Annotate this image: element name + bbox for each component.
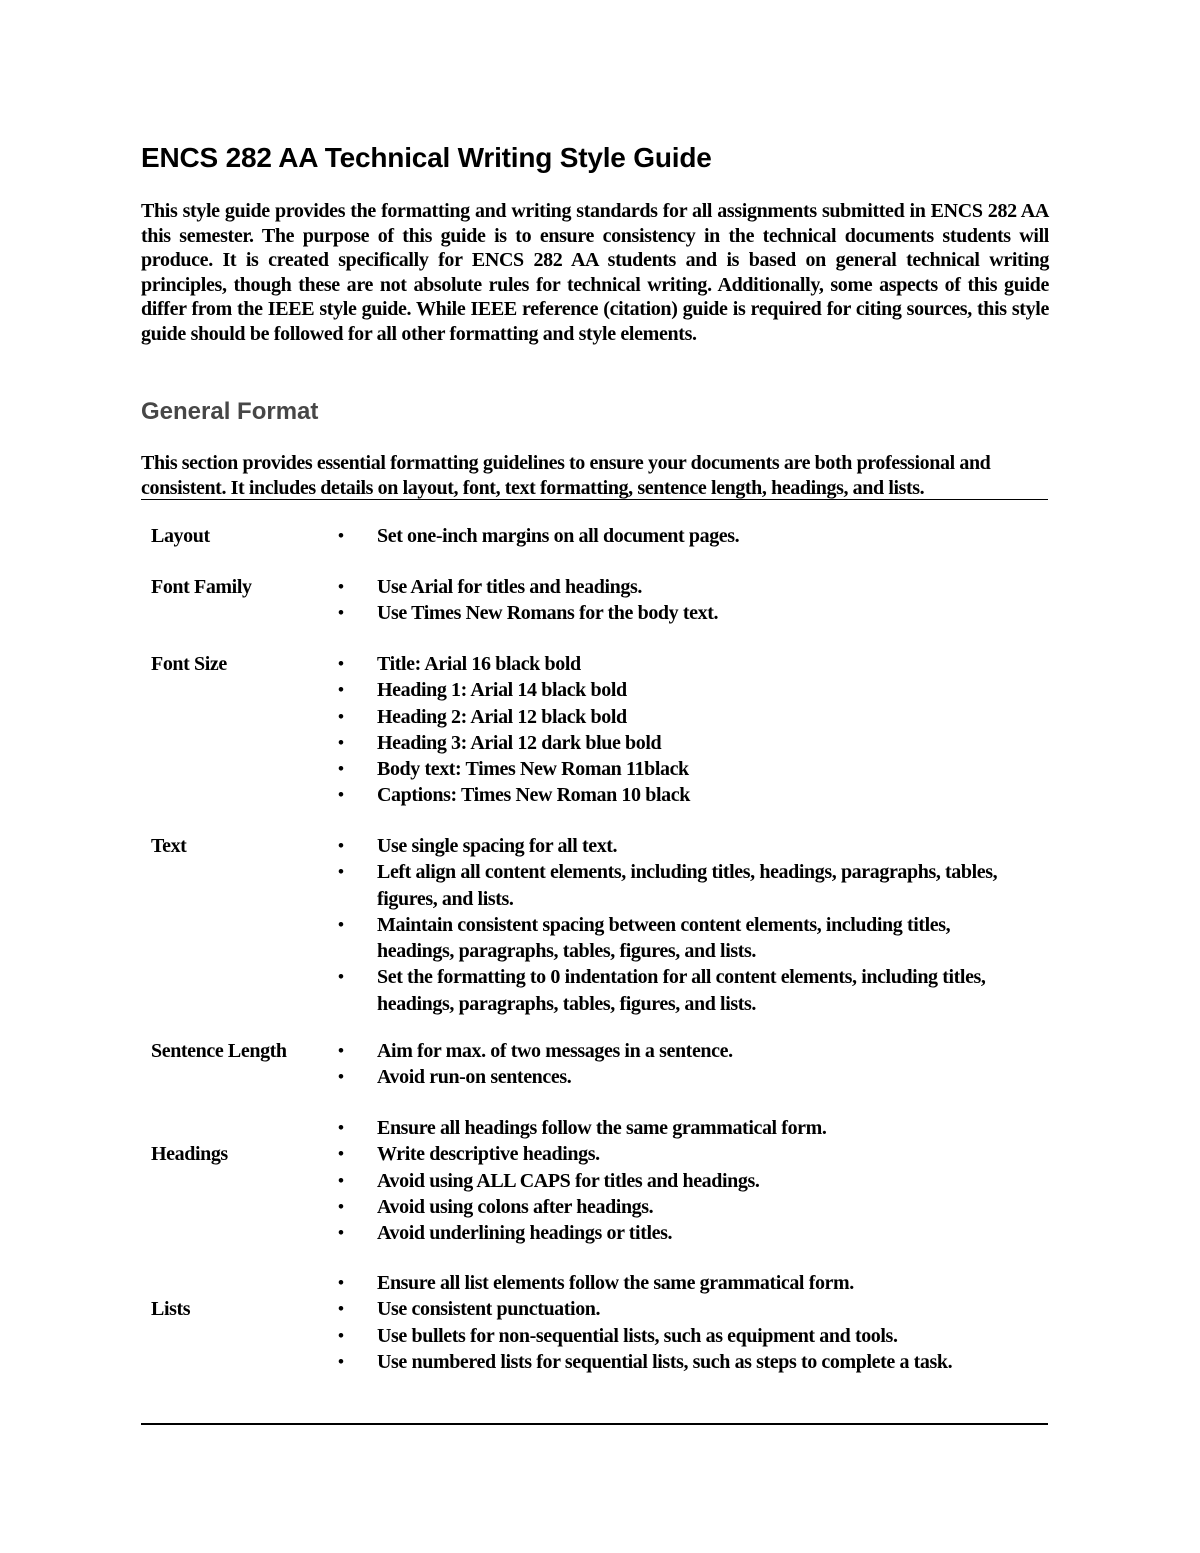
document-title: ENCS 282 AA Technical Writing Style Guide <box>141 142 712 173</box>
list-item-text: Set the formatting to 0 indentation for all content elements, including titles, headings, paragraphs, tables, figures, and lists. <box>377 966 986 1015</box>
bullet-icon: • <box>338 680 344 700</box>
row-bullet-list <box>338 574 1028 627</box>
list-item-text: Avoid run-on sentences. <box>377 1066 572 1089</box>
list-item-text: Left align all content elements, including titles, headings, paragraphs, tables, figures, and lists. <box>377 861 998 910</box>
list-item <box>338 964 1028 1017</box>
row-label: Font Family <box>151 576 252 598</box>
list-item <box>338 1168 1028 1194</box>
row-bullet-list <box>338 833 1028 1017</box>
list-item <box>338 600 1028 626</box>
bullet-icon: • <box>338 706 344 726</box>
list-item-text: Avoid underlining headings or titles. <box>377 1222 673 1245</box>
list-item <box>338 1064 1028 1090</box>
list-item-text: Use Arial for titles and headings. <box>377 576 642 598</box>
list-item-text: Use single spacing for all text. <box>377 835 618 857</box>
list-item <box>338 730 1028 756</box>
bullet-icon: • <box>338 732 344 752</box>
row-label: Lists <box>151 1298 191 1321</box>
bullet-icon: • <box>338 1170 344 1190</box>
list-item-text: Write descriptive headings. <box>377 1143 600 1166</box>
list-item-text: Heading 3: Arial 12 dark blue bold <box>377 731 662 754</box>
section-intro-paragraph: This section provides essential formatting guidelines to ensure your documents are both professional and consistent. It includes details on layout, font, text formatting, sentence length, headings, and lists. <box>141 452 991 499</box>
list-item-text: Title: Arial 16 black bold <box>377 653 581 675</box>
list-item-text: Use consistent punctuation. <box>377 1298 601 1321</box>
list-item <box>338 912 1028 965</box>
list-item <box>338 651 1028 677</box>
bullet-icon: • <box>338 1223 344 1243</box>
list-item-text: Avoid using colons after headings. <box>377 1195 654 1218</box>
bullet-icon: • <box>338 759 344 779</box>
bullet-icon: • <box>338 577 344 596</box>
list-item-text: Aim for max. of two messages in a sentence. <box>377 1040 733 1062</box>
list-item <box>338 782 1028 808</box>
list-item-text: Ensure all list elements follow the same grammatical form. <box>377 1272 854 1294</box>
row-label: Sentence Length <box>151 1040 287 1062</box>
bullet-icon: • <box>338 654 344 673</box>
bullet-icon: • <box>338 862 344 882</box>
bullet-icon: • <box>338 526 344 545</box>
list-item <box>338 1115 1028 1141</box>
bullet-icon: • <box>338 1299 344 1319</box>
list-item <box>338 833 1028 859</box>
bullet-icon: • <box>338 1067 344 1087</box>
list-item-text: Captions: Times New Roman 10 black <box>377 784 690 807</box>
bullet-icon: • <box>338 1351 344 1371</box>
list-item <box>338 523 1028 549</box>
list-item-text: Use bullets for non-sequential lists, such as equipment and tools. <box>377 1324 898 1347</box>
list-item-text: Use numbered lists for sequential lists, such as steps to complete a task. <box>377 1350 953 1373</box>
row-bullet-list <box>338 1115 1028 1246</box>
list-item <box>338 1141 1028 1167</box>
divider-top <box>141 499 1048 500</box>
bullet-icon: • <box>338 1118 344 1137</box>
bullet-icon: • <box>338 1041 344 1060</box>
bullet-icon: • <box>338 1273 344 1292</box>
list-item <box>338 1194 1028 1220</box>
list-item-text: Maintain consistent spacing between content elements, including titles, headings, paragraphs, tables, figures, and lists. <box>377 913 951 963</box>
list-item-text: Use Times New Romans for the body text. <box>377 602 719 625</box>
list-item <box>338 677 1028 703</box>
row-label: Layout <box>151 525 210 547</box>
list-item <box>338 859 1028 912</box>
list-item <box>338 1296 1028 1322</box>
list-item <box>338 1038 1028 1064</box>
list-item-text: Heading 1: Arial 14 black bold <box>377 679 627 702</box>
list-item-text: Ensure all headings follow the same grammatical form. <box>377 1117 827 1139</box>
row-bullet-list <box>338 1038 1028 1091</box>
bullet-icon: • <box>338 914 344 934</box>
list-item-text: Body text: Times New Roman 11black <box>377 758 689 781</box>
bullet-icon: • <box>338 1325 344 1345</box>
list-item-text: Set one-inch margins on all document pages. <box>377 525 740 547</box>
list-item-text: Heading 2: Arial 12 black bold <box>377 705 627 728</box>
bullet-icon: • <box>338 1196 344 1216</box>
bullet-icon: • <box>338 785 344 805</box>
bullet-icon: • <box>338 967 344 987</box>
bullet-icon: • <box>338 1144 344 1164</box>
section-heading: General Format <box>141 398 319 425</box>
bullet-icon: • <box>338 603 344 623</box>
row-bullet-list <box>338 651 1028 809</box>
list-item <box>338 1270 1028 1296</box>
list-item <box>338 756 1028 782</box>
row-bullet-list <box>338 1270 1028 1375</box>
list-item <box>338 704 1028 730</box>
bullet-icon: • <box>338 836 344 855</box>
row-label: Font Size <box>151 653 227 675</box>
row-bullet-list <box>338 523 1028 549</box>
list-item <box>338 1349 1028 1375</box>
intro-paragraph: This style guide provides the formatting and writing standards for all assignments submitted in ENCS 282 AA this semester. The purpose of this guide is to ensure consistency in the technical documents students will produce. It is created specifically for ENCS 282 AA students and is based on general technical writing principles, though these are not absolute rules for technical writing. Additionally, some aspects of this guide differ from the IEEE style guide. While IEEE reference (citation) guide is required for citing sources, this style guide should be followed for all other formatting and style elements. <box>141 200 1049 345</box>
list-item <box>338 574 1028 600</box>
list-item <box>338 1323 1028 1349</box>
row-label: Headings <box>151 1143 228 1166</box>
list-item-text: Avoid using ALL CAPS for titles and headings. <box>377 1169 760 1192</box>
list-item <box>338 1220 1028 1246</box>
divider-bottom <box>141 1423 1048 1425</box>
row-label: Text <box>151 835 187 857</box>
